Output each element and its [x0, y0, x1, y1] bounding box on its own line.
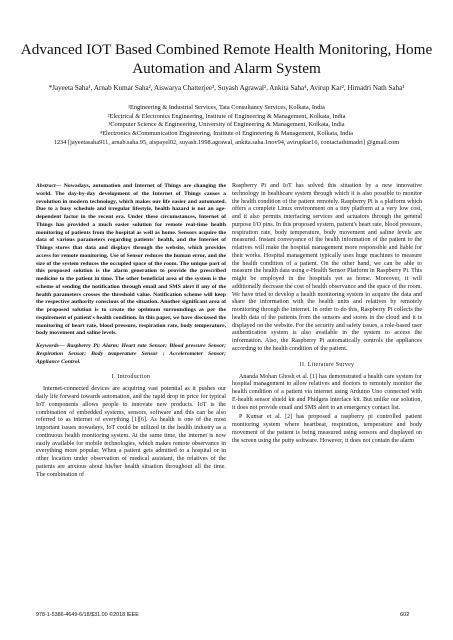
affiliation-1: ¹Engineering & Industrial Services, Tata Consultancy Services, Kolkata, India: [128, 104, 325, 111]
author-emails: 1234 [jayeetasaha911, arnab.saha.95, aispayel02, suyash.1998.agrawal, ankita.saha.1nov94, avirupkar16, contactathimadri] @gmail.com: [53, 138, 400, 146]
affiliation-4: ⁴Electronics &Communication Engineering, Institute of Engineering & Management, Kolkata, India: [100, 130, 353, 138]
affiliations: [18, 104, 435, 148]
paper-title: Advanced IOT Based Combined Remote Health Monitoring, Home Automation and Alarm System: [20, 41, 433, 77]
abstract-text: Nowadays, automation and Internet of Things are changing the world. The day-by-day development of the Internet of Things causes a revolution in modern technology, which makes our life easier and automated. Due to a busy schedule and irregular lifestyle, health hazard is not an age-dependent factor in the recent era. Under these circumstances, Internet of Things has provided a much easier solution for remote real-time health monitoring of patients from the hospital as well as home. Sensors acquire the data of various parameters regarding patients' health, and the Internet of Things stores that data and displays through the website, which provides access for remote monitoring. Use of Sensor reduces the human error, and the size of the system reduces the occupied space of the room. The unique part of this proposed solution is the alarm generation to provide the prescribed medicine to the patient in time. The other beneficial area of the system is the scheme of sending the notification through email and SMS alert if any of the health parameters crosses the threshold value. Notification scheme will keep the respective authority conscious of the situation. Another significant area of the proposed solution is to create the optimum surroundings as per the requirement of patient's health condition. In this paper, we have discussed the monitoring of heart rate, blood pressure, respiration rate, body temperature, body movement and saline levels.: [36, 183, 226, 337]
abstract-label: Abstract—: [36, 183, 62, 189]
section-heading-introduction: I. Introduction: [111, 374, 151, 381]
affiliation-2: ²Electrical & Electronics Engineering, Institute of Engineering & Management, Kolkata, India: [107, 112, 346, 120]
body-paragraph: Raspberry Pi and IoT has solved this situation by a new innovative technology in healthcare system through which it is also possible to monitor the health condition of the patient remotely. Raspberry Pi is a platform which offers a complete Linux environment on a tiny platform at a very low cost, and it also permits interfacing services and actuators through the general purpose I/O pins. In this proposed system, patient's heart rate, blood pressure, respiration rate, body temperature, body movement and saline levels are measured. Instant conveyance of the health information of the patient to the relatives will make the hospital management more responsible and liable for their works. Hospital management typically uses huge machines to measure the health condition of a patient. On the other hand, we can be able to measure the health data using e-Health Sensor Platform in Raspberry Pi. This might be employed in the hospitals yet as home. Moreover, it will additionally decrease the cost of health observance and the space of the room. We have tried to develop a health monitoring system to acquire the data and share the information with the health units and relatives by remotely monitoring through the internet. In order to do this, Raspberry Pi collects the health data of the patients from the sensors and stores in the cloud and it is displayed on the website. For the security and safety issues, a role-based user authentication system is also available in the system to access the information. Also, the Raspberry Pi automatically controls the appliances according to the health condition of the patient.: [232, 183, 422, 352]
introduction-paragraph: Internet-connected devices are acquiring vast potential as it pushes our daily life forward towards automation, and the rapid drop in price for typical IoT components allows people to innovate new products. IoT is the combination of embedded systems, sensors, software and this can be also referred to as internet of everything [1][6]. As health is one of the most important issues nowadays, IoT could be utilized in the health industry as a continuous health monitoring system. At the same time, the internet is now easily available for mobile technologies, which makes remote observance in everything more popular. When a patient gets admitted to a hospital or in other location under observation of medical assistant, the relatives of the patients are anxious about his/her health situation throughout all the time. The combination of: [36, 386, 226, 478]
page-number: 602: [400, 612, 410, 618]
abstract: [36, 183, 226, 338]
literature-paragraph-2: P Kumar et al. [2] has proposed a raspberry pi controlled patient monitoring system where heartbeat, respiration, temperature and body movement of the patient is being measured using sensors and displayed on the screen using the putty software. However, it does not contain the alarm: [232, 414, 422, 444]
keywords: [36, 343, 226, 366]
author-list: *Jayeeta Saha¹, Arnab Kumar Saha², Aiswarya Chatterjee³, Suyash Agrawal², Ankita Saha⁴, Avirup Kar², Himadri Nath Saha¹: [48, 84, 405, 92]
literature-paragraph-1: Ananda Mohan Ghosh et al. [1] has demonstrated a health care system for hospital management to allow relatives and doctors to remotely monitor the health condition of a patient via internet using Arduino Uno connected with E-health sensor shield kit and Phidgets interface kit. But unlike our solution, it does not provide email and SMS alert to an emergency contact list.: [232, 373, 422, 411]
keywords-label: Keywords—: [36, 343, 65, 349]
right-column: [232, 183, 422, 445]
keywords-text: Raspberry Pi; Alarm; Heart rate Sensor; Blood pressure Sensor; Respiration Sensor; Body temperature Sensor ; Accelerometer Sensor; Appliance Control.: [36, 343, 226, 365]
section-heading-literature-survey: II. Literature Survey: [299, 361, 355, 368]
footer-copyright: 978-1-5386-4649-6/18/$31.00 ©2018 IEEE: [36, 612, 139, 618]
left-column: [36, 183, 226, 479]
affiliation-3: ³Computer Science & Engineering, University of Engineering & Management, Kolkata, India: [108, 121, 345, 129]
